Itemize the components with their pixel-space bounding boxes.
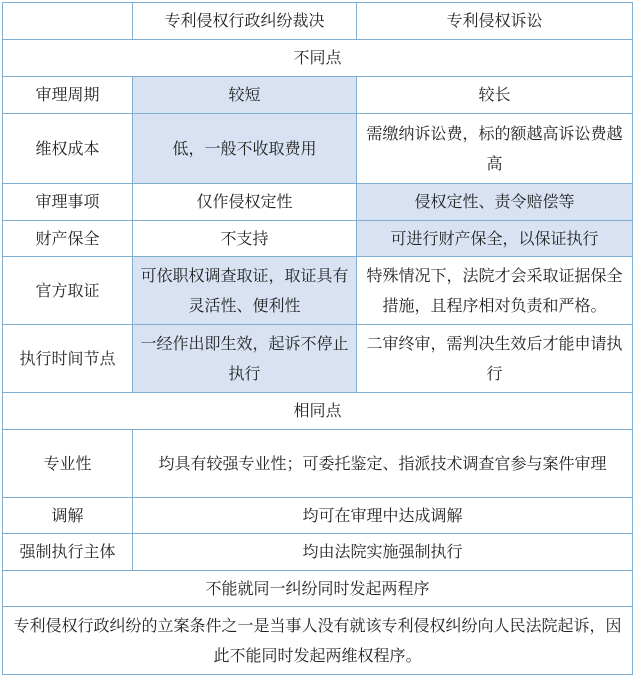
section-row	[3, 393, 633, 430]
footnote-row	[3, 607, 633, 675]
footnote-text: 专利侵权行政纠纷的立案条件之一是当事人没有就该专利侵权纠纷向人民法院起诉，因此不能同时发起两维权程序。	[3, 607, 633, 675]
admin-cell: 较短	[133, 77, 357, 114]
section-row	[3, 40, 633, 77]
table-row	[3, 184, 633, 221]
lawsuit-cell: 较长	[357, 77, 633, 114]
table-row	[3, 221, 633, 257]
shared-cell: 均由法院实施强制执行	[133, 534, 633, 571]
admin-cell: 不支持	[133, 221, 357, 257]
shared-cell: 均可在审理中达成调解	[133, 498, 633, 534]
admin-cell: 可依职权调查取证，取证具有灵活性、便利性	[133, 257, 357, 325]
lawsuit-cell: 可进行财产保全，以保证执行	[357, 221, 633, 257]
corner-cell	[3, 3, 133, 40]
row-label: 维权成本	[3, 114, 133, 184]
header-lawsuit: 专利侵权诉讼	[357, 3, 633, 40]
row-label: 调解	[3, 498, 133, 534]
table-row	[3, 257, 633, 325]
row-label: 专业性	[3, 430, 133, 498]
table-row	[3, 498, 633, 534]
lawsuit-cell: 需缴纳诉讼费，标的额越高诉讼费越高	[357, 114, 633, 184]
table-row	[3, 114, 633, 184]
section-conflict: 不能就同一纠纷同时发起两程序	[3, 571, 633, 607]
table-row	[3, 430, 633, 498]
table-row	[3, 325, 633, 393]
row-label: 官方取证	[3, 257, 133, 325]
shared-cell: 均具有较强专业性；可委托鉴定、指派技术调查官参与案件审理	[133, 430, 633, 498]
row-label: 强制执行主体	[3, 534, 133, 571]
header-admin: 专利侵权行政纠纷裁决	[133, 3, 357, 40]
admin-cell: 仅作侵权定性	[133, 184, 357, 221]
lawsuit-cell: 二审终审，需判决生效后才能申请执行	[357, 325, 633, 393]
section-differences: 不同点	[3, 40, 633, 77]
comparison-table	[2, 2, 633, 675]
table-row	[3, 77, 633, 114]
section-row	[3, 571, 633, 607]
lawsuit-cell: 侵权定性、责令赔偿等	[357, 184, 633, 221]
admin-cell: 一经作出即生效，起诉不停止执行	[133, 325, 357, 393]
row-label: 审理事项	[3, 184, 133, 221]
table-row	[3, 534, 633, 571]
row-label: 财产保全	[3, 221, 133, 257]
row-label: 审理周期	[3, 77, 133, 114]
lawsuit-cell: 特殊情况下，法院才会采取证据保全措施，且程序相对负责和严格。	[357, 257, 633, 325]
section-similarities: 相同点	[3, 393, 633, 430]
admin-cell: 低，一般不收取费用	[133, 114, 357, 184]
row-label: 执行时间节点	[3, 325, 133, 393]
header-row	[3, 3, 633, 40]
